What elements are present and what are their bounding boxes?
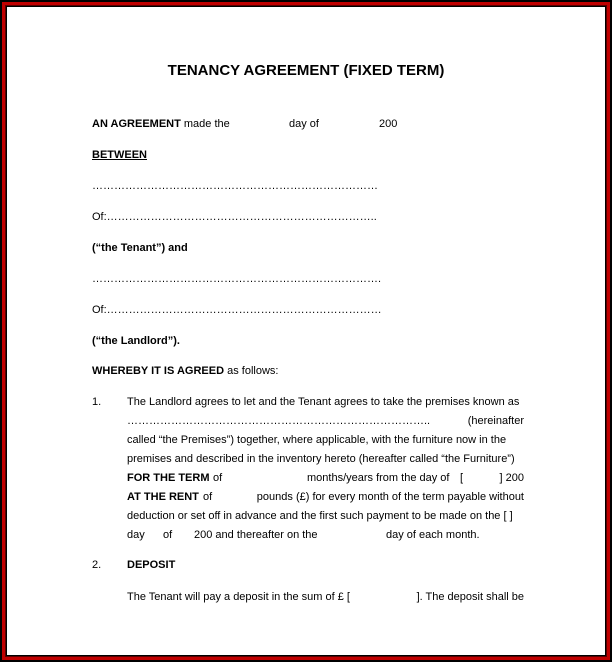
clause-1-term-label: FOR THE TERM (127, 472, 210, 484)
agreement-day-of: day of (289, 118, 319, 130)
of-line-1: Of:……………………………………………………………….. (92, 211, 377, 223)
clause-1-term-mid: months/years from the day of (307, 472, 450, 484)
whereby-rest: as follows: (227, 365, 279, 377)
clause-2-text (127, 591, 524, 603)
clause-1-term-bracket: [ (460, 472, 464, 484)
clause-1-of: of (163, 529, 173, 541)
clause-1-day: day (127, 529, 145, 541)
whereby-bold: WHEREBY IT IS AGREED (92, 365, 225, 377)
clause-1-rent-rest: pounds (£) for every month of the term payable without (256, 491, 524, 503)
agreement-line (92, 118, 230, 130)
whereby-line (92, 365, 278, 377)
clause-1-number: 1. (92, 396, 102, 408)
document-page (7, 7, 605, 655)
agreement-year: 200 (379, 118, 398, 130)
tenant-label: (“the Tenant”) and (92, 242, 188, 254)
dotted-line-2: ……………………………………………………………………. (92, 273, 382, 285)
clause-1-rent-label: AT THE RENT (127, 491, 199, 503)
dotted-line-1: …………………………………………………………………… (92, 180, 378, 192)
agreement-made-the: made the (183, 118, 230, 130)
clause-1-line-3: called “the Premises”) together, where applicable, with the furniture now in the (127, 434, 507, 446)
clause-1-term-end: ] 200 (499, 472, 524, 484)
clause-2-number: 2. (92, 559, 102, 571)
clause-1-line-4: premises and described in the inventory hereto (hereafter called “the Furniture”) (127, 453, 515, 465)
clause-2-text-end: ]. The deposit shall be (416, 591, 524, 603)
clause-2-heading: DEPOSIT (127, 559, 176, 571)
clause-1-term-of: of (213, 472, 223, 484)
clause-1-line-2 (127, 415, 524, 427)
clause-1-rent-of: of (203, 491, 213, 503)
between-label: BETWEEN (92, 149, 147, 161)
clause-1-premises-dots: ……………………………………………………………………….. (127, 415, 431, 427)
clause-2-text-start: The Tenant will pay a deposit in the sum of £ [ (127, 591, 350, 603)
clause-1-line-1-text: The Landlord agrees to let and the Tenant agrees to take the premises known as (127, 396, 520, 408)
clause-1-line-7: deduction or set off in advance and the first such payment to be made on the [ ] (127, 510, 513, 522)
document-frame-inner (5, 5, 607, 657)
clause-1-thereafter: 200 and thereafter on the (194, 529, 318, 541)
clause-1-line-1 (127, 396, 524, 408)
clause-1-line-8 (127, 529, 524, 541)
clause-1-line-6 (127, 491, 524, 503)
clause-1-each-month: day of each month. (386, 529, 480, 541)
landlord-label: (“the Landlord”). (92, 335, 180, 347)
agreement-label: AN AGREEMENT (92, 118, 181, 130)
clause-1-line-5 (127, 472, 524, 484)
of-line-2: Of:………………………………………………………………… (92, 304, 382, 316)
document-title: TENANCY AGREEMENT (FIXED TERM) (167, 62, 445, 79)
clause-1-hereinafter: (hereinafter (467, 415, 524, 427)
